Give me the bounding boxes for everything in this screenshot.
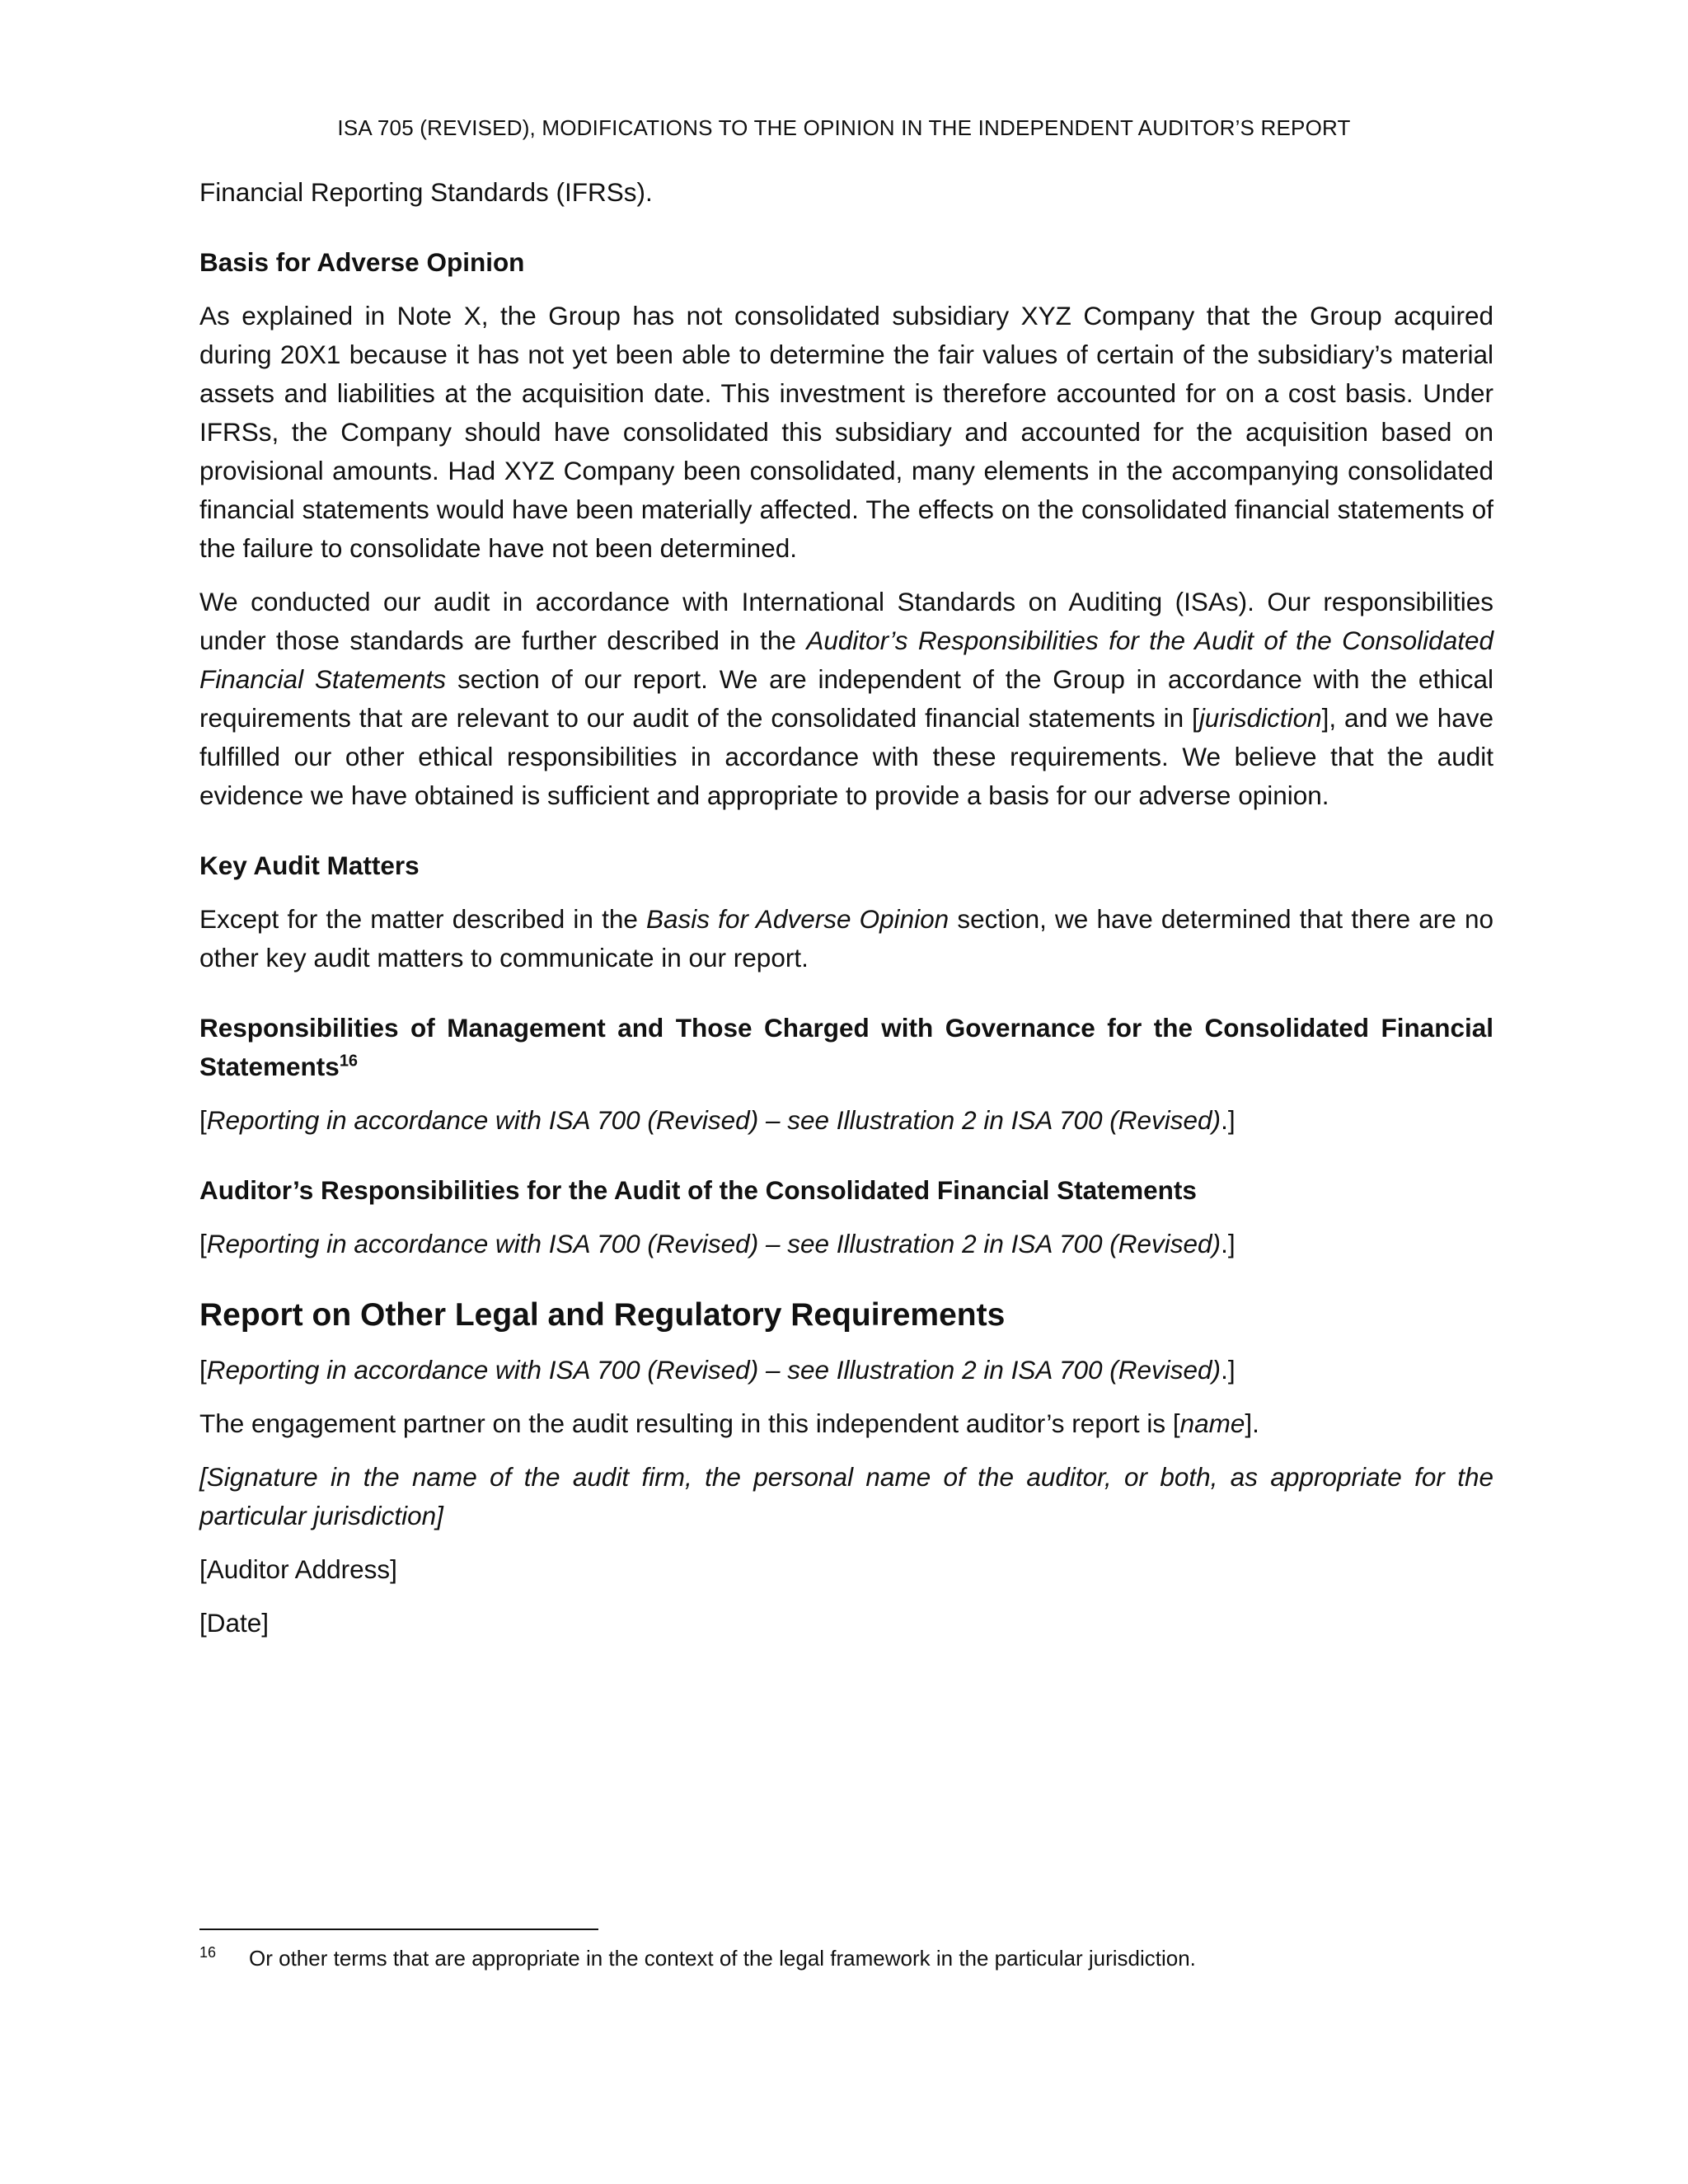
continued-text: Financial Reporting Standards (IFRSs).	[199, 177, 653, 207]
footnote-16	[199, 1943, 1493, 1973]
footnote-number: 16	[199, 1944, 217, 1961]
heading-basis-for-adverse-opinion: Basis for Adverse Opinion	[199, 247, 525, 277]
footnote-ref-16[interactable]: 16	[339, 1052, 359, 1071]
auditor-address: [Auditor Address]	[199, 1554, 397, 1584]
heading-management-responsibilities: Responsibilities of Management and Those Charged with Governance for the Consolidated Financial Statements$^{16}$	[199, 1013, 1493, 1081]
other-reference: [Reporting in accordance with ISA 700 (Revised) – see Illustration 2 in ISA 700 (Revised).]	[199, 1355, 1236, 1385]
signature-placeholder: [Signature in the name of the audit firm, the personal name of the auditor, or both, as appropriate for the particular jurisdiction]	[199, 1462, 1493, 1530]
page-content	[199, 173, 1493, 1643]
footnote-rule	[199, 1929, 598, 1930]
auditor-reference: [Reporting in accordance with ISA 700 (Revised) – see Illustration 2 in ISA 700 (Revised).]	[199, 1229, 1236, 1258]
heading-auditor-responsibilities: Auditor’s Responsibilities for the Audit of the Consolidated Financial Statements	[199, 1175, 1197, 1205]
heading-other-legal-requirements: Report on Other Legal and Regulatory Requirements	[199, 1297, 1006, 1333]
management-reference: [Reporting in accordance with ISA 700 (Revised) – see Illustration 2 in ISA 700 (Revised).]	[199, 1105, 1236, 1135]
report-date: [Date]	[199, 1608, 270, 1638]
running-header: ISA 705 (REVISED), MODIFICATIONS TO THE OPINION IN THE INDEPENDENT AUDITOR’S REPORT	[337, 115, 1351, 140]
kam-paragraph: Except for the matter described in the Basis for Adverse Opinion section, we have determined that there are no other key audit matters to communicate in our report.	[199, 904, 1493, 972]
basis-paragraph-1: As explained in Note X, the Group has not consolidated subsidiary XYZ Company that the Group acquired during 20X1 because it has not yet been able to determine the fair values of certain of the subsidiary’s material assets and liabilities at the acquisition date. This investment is therefore accounted for on a cost basis. Under IFRSs, the Company should have consolidated this subsidiary and accounted for the acquisition based on provisional amounts. Had XYZ Company been consolidated, many elements in the accompanying consolidated financial statements would have been materially affected. The effects on the consolidated financial statements of the failure to consolidate have not been determined.	[199, 301, 1493, 563]
basis-paragraph-2: We conducted our audit in accordance with International Standards on Auditing (ISAs). Our responsibilities under those standards are further described in the Auditor’s Responsibilities for the Audit of the Consolidated Financial Statements section of our report. We are independent of the Group in accordance with the ethical requirements that are relevant to our audit of the consolidated financial statements in [jurisdiction], and we have fulfilled our other ethical responsibilities in accordance with these requirements. We believe that the audit evidence we have obtained is sufficient and appropriate to provide a basis for our adverse opinion.	[199, 587, 1493, 810]
engagement-partner: The engagement partner on the audit resulting in this independent auditor’s report is [name].	[199, 1408, 1259, 1438]
footnote-text: Or other terms that are appropriate in the context of the legal framework in the particular jurisdiction.	[249, 1946, 1196, 1971]
heading-key-audit-matters: Key Audit Matters	[199, 851, 420, 880]
